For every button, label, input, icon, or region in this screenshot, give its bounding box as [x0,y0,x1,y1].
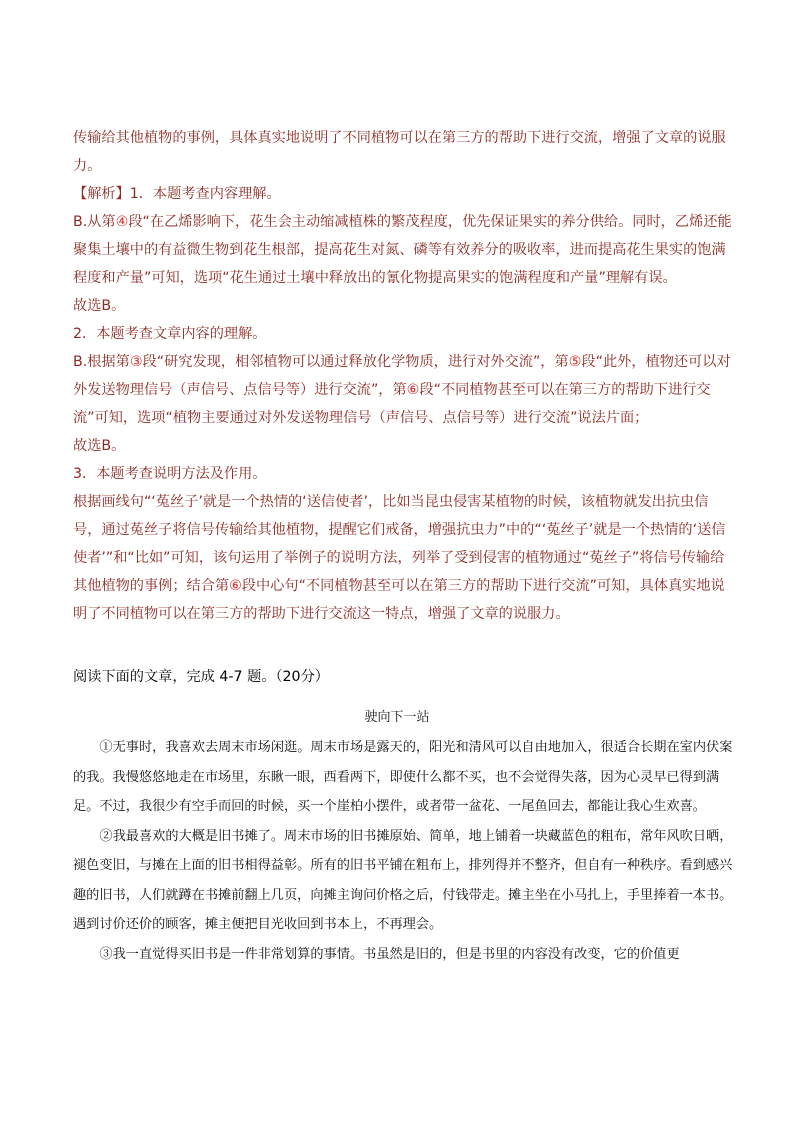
reading-instruction: 阅读下面的文章，完成 4-7 题。（20分） [73,669,329,685]
article-title: 驶向下一站 [364,710,430,725]
q3-explanation: 根据画线句“‘菟丝子’就是一个热情的‘送信使者’，比如当昆虫侵害某植物的时候，该植物就发出抗虫信号，通过菟丝子将信号传输给其他植物，提醒它们戒备，增强抗虫力”中的“‘菟丝子’就是一个热情的‘送信使者’”和“比如”可知，该句运用了举例子的说明方法，列举了受到侵害的植物通过“菟丝子”将信号传输给其他植物的事例；结合第⑥段中心句“不同植物甚至可以在第三方的帮助下进行交流”可知，具体真实地说明了不同植物可以在第三方的帮助下进行交流这一特点，增强了文章的说服力。 [73,494,726,622]
paragraph-number-marker: ③ [129,354,143,370]
analysis-continuation-end: 力。 [73,158,102,174]
article-paragraph-2: ②我最喜欢的大概是旧书摊了。周末市场的旧书摊原始、简单，地上铺着一块藏蓝色的粗布，常年风吹日晒，褪色变旧，与摊在上面的旧书相得益彰。所有的旧书平铺在粗布上，排列得并不整齐，但自有一种秩序。看到感兴趣的旧书，人们就蹲在书摊前翻上几页，向摊主询问价格之后，付钱带走。摊主坐在小马扎上，手里捧着一本书。遇到讨价还价的顾客，摊主便把目光收回到书本上，不再理会。 [73,828,733,932]
q1-explanation: B.从第④段“在乙烯影响下，花生会主动缩减植株的繁茂程度，优先保证果实的养分供给。同时，乙烯还能聚集土壤中的有益微生物到花生根部，提高花生对氮、磷等有效养分的吸收率，进而提高花生果实的饱满程度和产量”可知，选项“花生通过土壤中释放出的氰化物提高果实的饱满程度和产量”理解有误。 [73,214,732,286]
q2-heading: 2．本题考查文章内容的理解。 [73,326,267,342]
article-body [73,733,735,969]
paragraph-number-marker: ⑤ [568,354,582,370]
q3-heading: 3．本题考查说明方法及作用。 [73,466,267,482]
analysis-heading: 【解析】1．本题考查内容理解。 [73,186,281,202]
paragraph-number-marker: ④ [115,214,129,230]
article-paragraph-3: ③我一直觉得买旧书是一件非常划算的事情。书虽然是旧的，但是书里的内容没有改变，它的价值更 [99,946,680,962]
paragraph-number-marker: ⑥ [406,382,420,398]
paragraph-number-marker: ⑥ [229,578,242,594]
answer-analysis [73,124,735,628]
q2-explanation: B.根据第③段“研究发现，相邻植物可以通过释放化学物质，进行对外交流”，第⑤段“此外，植物还可以对外发送物理信号（声信号、点信号等）进行交流”，第⑥段“不同植物甚至可以在第三方的帮助下进行交流”可知，选项“植物主要通过对外发送物理信号（声信号、点信号等）进行交流”说法片面； [73,354,731,426]
article-paragraph-1: ①无事时，我喜欢去周末市场闲逛。周末市场是露天的，阳光和清风可以自由地加入，很适合长期在室内伏案的我。我慢悠悠地走在市场里，东瞅一眼，西看两下，即使什么都不买，也不会觉得失落，因为心灵早已得到满足。不过，我很少有空手而回的时候，买一个崖柏小摆件，或者带一盆花、一尾鱼回去，都能让我心生欢喜。 [73,740,733,814]
q2-answer: 故选B。 [73,438,126,454]
q1-answer: 故选B。 [73,298,126,314]
analysis-continuation-line: 传输给其他植物的事例，具体真实地说明了不同植物可以在第三方的帮助下进行交流，增强了文章的说服 [73,130,726,146]
